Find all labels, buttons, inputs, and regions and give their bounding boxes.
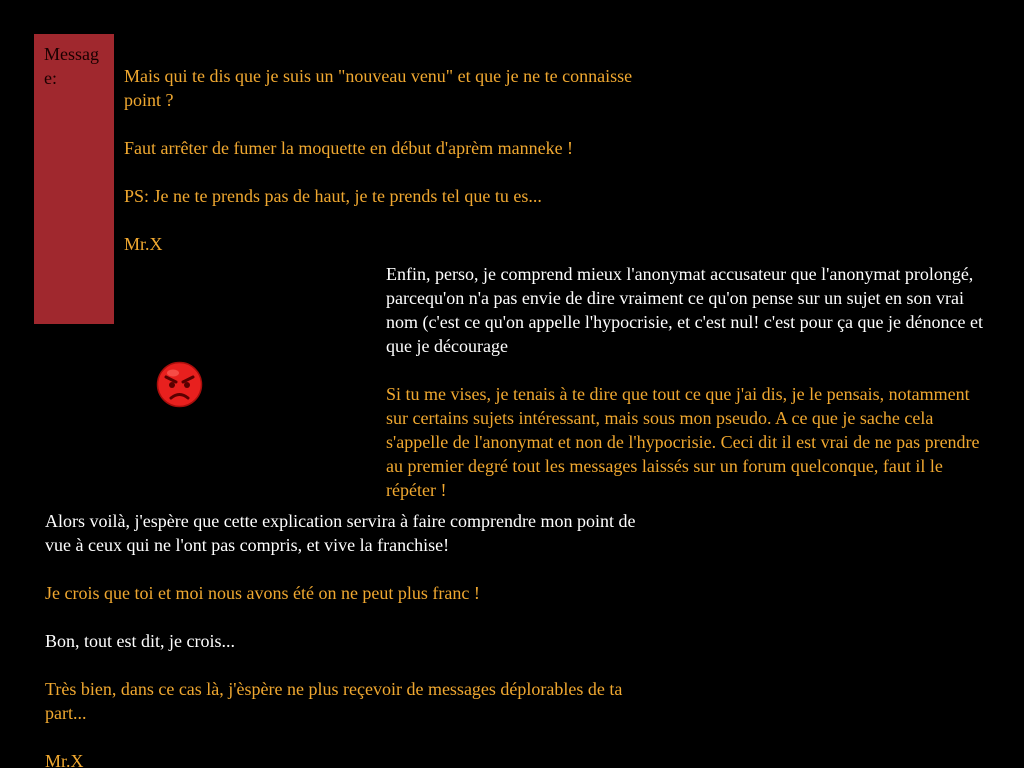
top-line-1: Mais qui te dis que je suis un "nouveau venu" et que je ne te connaisse point ?: [124, 66, 633, 110]
message-sidebar: [34, 34, 114, 324]
bottom-quote-1: Je crois que toi et moi nous avons été on ne peut plus franc !: [45, 583, 480, 603]
bottom-reply-1: Alors voilà, j'espère que cette explication servira à faire comprendre mon point de vue à ceux qui ne l'ont pas compris, et vive la franchise!: [45, 511, 636, 555]
middle-quote: Si tu me vises, je tenais à te dire que tout ce que j'ai dis, je le pensais, notamment sur certains sujets intéressant, mais sous mon pseudo. A ce que je sache cela s'appelle de l'anonymat et non de l'hypocrisie. Ceci dit il est vrai de ne pas prendre au premier degré tout les messages laissés sur un forum quelconque, faut il le répéter !: [386, 384, 980, 500]
middle-reply: Enfin, perso, je comprend mieux l'anonymat accusateur que l'anonymat prolongé, parcequ'on n'a pas envie de dire vraiment ce qu'on pense sur un sujet en son vrai nom (c'est ce qu'on appelle l'hypocrisie, et c'est nul! c'est pour ça que je dénonce et que je décourage: [386, 264, 983, 356]
message-top-block: [124, 64, 644, 256]
message-bottom-block: [45, 509, 645, 768]
angry-face-icon: [156, 361, 203, 408]
message-middle-block: [386, 262, 986, 502]
bottom-reply-2: Bon, tout est dit, je crois...: [45, 631, 235, 651]
top-line-3: PS: Je ne te prends pas de haut, je te prends tel que tu es...: [124, 186, 542, 206]
message-label: Message:: [44, 44, 99, 88]
bottom-signature: Mr.X: [45, 751, 84, 768]
top-line-2: Faut arrêter de fumer la moquette en début d'aprèm manneke !: [124, 138, 574, 158]
bottom-quote-2: Très bien, dans ce cas là, j'èspère ne plus reçevoir de messages déplorables de ta part...: [45, 679, 623, 723]
top-signature: Mr.X: [124, 234, 163, 254]
